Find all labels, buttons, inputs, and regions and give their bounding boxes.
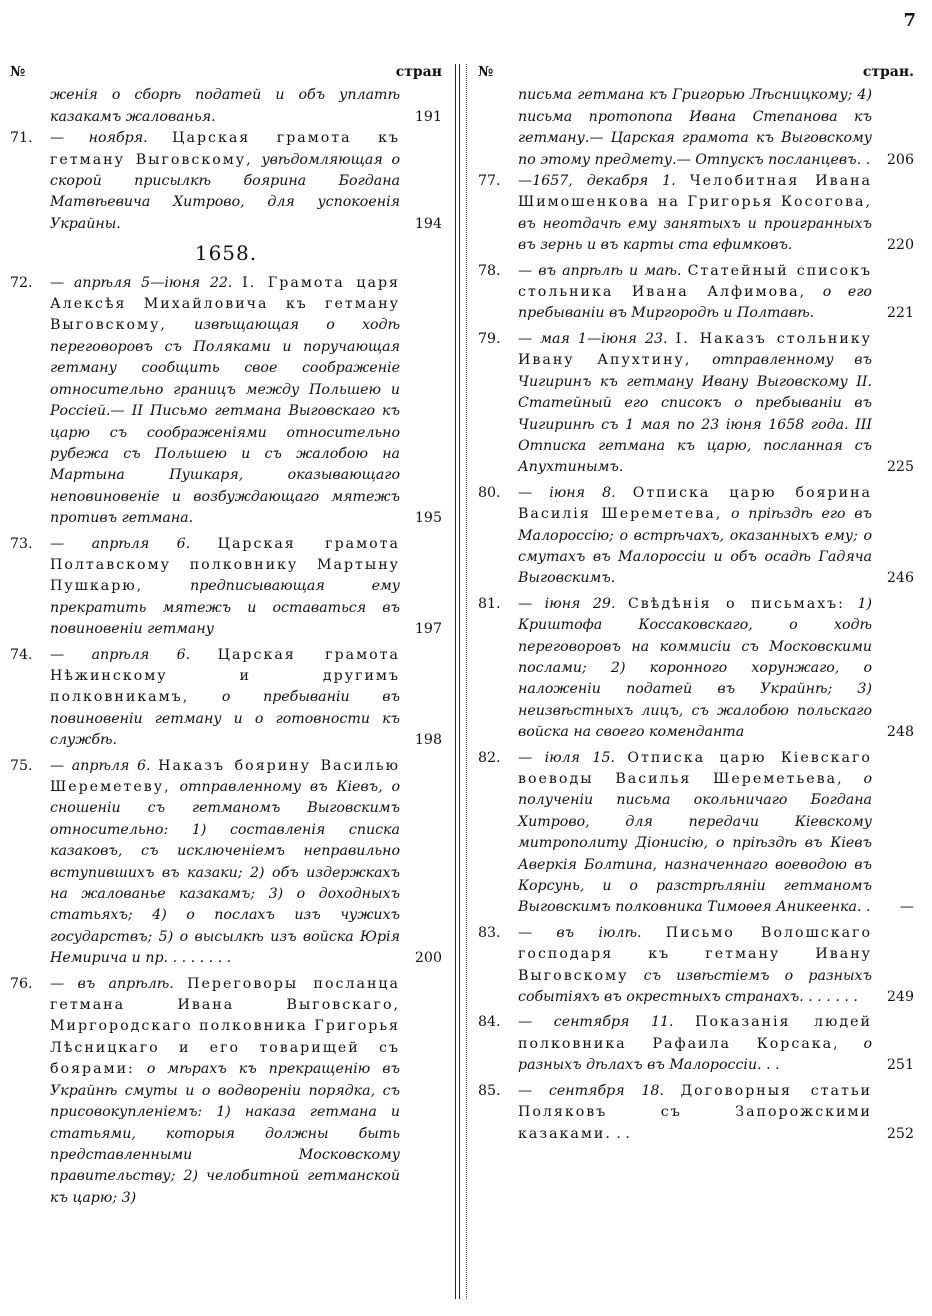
entry-page: 246 [886, 570, 914, 587]
entry-description: съ извѣстіемъ о разныхъ событіяхъ въ окрестныхъ странахъ. . . . . . . [518, 967, 872, 1006]
toc-entry [10, 273, 442, 530]
entry-date: — іюня 29. [518, 595, 616, 612]
entry-date: — апрѣля 5—іюня 22. [50, 274, 233, 291]
entry-number: 80. [478, 484, 501, 501]
entry-description: о пріѣздѣ его въ Малороссію; о встрѣчахъ, оказанныхъ ему; о смутахъ въ Малороссіи и объ осадѣ Гадяча Выговскимъ. [518, 506, 873, 587]
right-continuation-text: письма гетмана къ Григорью Лѣсницкому; 4) письма протопопа Ивана Степанова къ гетману.— Царская грамота къ Выговскому по этому предмету.— Отпускъ посланцевъ. . [518, 87, 872, 168]
entry-date: — іюня 8. [518, 484, 616, 501]
entry-page: 220 [886, 237, 914, 254]
entry-text [518, 923, 878, 1009]
toc-entry [10, 534, 442, 641]
toc-entry [478, 261, 914, 325]
entry-number: 78. [478, 262, 501, 279]
entry-date: — апрѣля 6. [50, 757, 151, 774]
entry-date: — апрѣля 6. [50, 535, 191, 552]
left-column-header [10, 62, 442, 83]
entry-number: 74. [10, 646, 33, 663]
entry-description: увѣдомляющая о скорой присылкѣ боярина Богдана Матвѣевича Хитрово, для успокоенія Украйны. [50, 151, 401, 232]
entry-number: 73. [10, 535, 33, 552]
entry-text [518, 329, 878, 479]
toc-entry [478, 483, 914, 590]
entry-description: о полученіи письма окольничаго Богдана Хитрово, для передачи Кіевскому митрополиту Діонисію, о пріѣздѣ въ Кіевъ Аверкія Болтина, назначеннаго воеводою въ Корсунь, и о разстрѣляніи гетманомъ Выговскимъ полковника Тимоѳея Аникеенка. . [518, 771, 872, 916]
entry-text [518, 261, 878, 325]
entry-page: 195 [414, 510, 442, 527]
entry-title: I. Наказъ стольнику Ивану Апухтину, [518, 330, 872, 369]
entry-title: Переговоры посланца гетмана Ивана Выговскаго, Миргородскаго полковника Григорья Лѣсницкаго и его товарищей съ боярами: [50, 975, 400, 1078]
entry-title: Письмо Волошскаго господаря къ гетману Ивану Выговскому [518, 924, 873, 984]
right-header-num: № [478, 64, 494, 80]
entry-date: — въ апрѣлѣ. [50, 975, 174, 992]
entry-date: — въ апрѣлѣ и маѣ. [518, 262, 682, 279]
entry-number: 75. [10, 757, 33, 774]
entry-description: отправленному въ Кіевъ, о сношеніи съ гетманомъ Выговскимъ относительно: 1) составленія списка казаковъ, съ исключеніемъ неправильно вступившихъ въ казаки; 2) объ издержкахъ на жалованье казакамъ; 3) о доходныхъ статьяхъ; 4) о послахъ изъ чужихъ государствъ; 5) о высылкѣ изъ войска Юрія Немирича и пр. . . . . . . . [50, 779, 400, 967]
entry-description: отправленному въ Чигиринъ къ гетману Ивану Выговскому II. Статейный его списокъ о пребываніи въ Чигиринѣ съ 1 мая по 23 іюня 1658 года. III Отписка гетмана къ царю, посланная съ Апухтинымъ. [518, 352, 872, 476]
entry-page: 225 [886, 459, 914, 476]
entry-page: 249 [886, 989, 914, 1006]
year-heading: 1658. [194, 241, 258, 266]
entry-number: 79. [478, 330, 501, 347]
entry-date: — въ іюлѣ. [518, 924, 642, 941]
entry-page: 252 [886, 1125, 914, 1142]
entry-title: Показанія людей полковника Рафаила Корсака, [518, 1014, 872, 1052]
entry-title: Отписка царю Кіевскаго воеводы Василья Шереметьева, [518, 749, 872, 787]
entry-page: 194 [414, 215, 442, 232]
entry-title: Челобитная Ивана Шимошенкова на Григорья Косогова, [518, 173, 873, 211]
entry-text [518, 1012, 878, 1076]
entry-text [50, 128, 406, 235]
entry-title: Царская грамота Полтавскому полковнику Мартыну Пушкарю, [50, 535, 400, 595]
entry-page: 200 [414, 950, 442, 967]
column-divider-dotted [466, 64, 467, 1299]
entry-date: — ноября. [50, 130, 148, 147]
entry-description: . . [616, 1125, 630, 1142]
entry-description: о его пребываніи въ Миргородѣ и Полтавѣ. [518, 284, 872, 322]
entry-title: Договорныя статьи Поляковъ съ Запорожскими казаками. [518, 1082, 872, 1142]
left-column [10, 62, 442, 1213]
left-continuation-text: женія о сборѣ податей и объ уплатѣ казакамъ жалованья. [50, 87, 400, 125]
entry-number: 82. [478, 749, 501, 766]
entry-title: I. Грамота царя Алексѣя Михайловича къ гетману Выговскому, [50, 274, 400, 334]
entry-title: Царская грамота къ гетману Выговскому, [50, 130, 401, 168]
entry-title: Наказъ боярину Василью Шереметеву, [50, 757, 400, 795]
entry-number: 81. [478, 595, 501, 612]
entry-date: — сентября 11. [518, 1014, 674, 1031]
right-header-page: стран. [862, 64, 914, 80]
page-number: 7 [903, 10, 916, 31]
entry-description: въ неотдачѣ ему занятыхъ и проигранныхъ въ зернь и въ карты ста ефимковъ. [518, 215, 872, 254]
entry-description: о мѣрахъ къ прекращенію въ Украйнѣ смуты и о водвореніи порядка, съ присовокупленіемъ: 1) наказа гетмана и статьями, которыя должны быть представленными Московскому правительству; 2) челобитной гетманской къ царю; 3) [50, 1061, 400, 1206]
entry-date: — сентября 18. [518, 1082, 664, 1099]
entry-number: 83. [478, 924, 501, 941]
toc-entry [478, 1081, 914, 1145]
left-continuation [50, 85, 442, 128]
entry-title: Свѣдѣнія о письмахъ: [627, 595, 845, 612]
left-continuation-page: 191 [414, 108, 442, 125]
entry-number: 84. [478, 1014, 501, 1031]
toc-entry [10, 128, 442, 235]
entry-page: 198 [414, 732, 442, 749]
entry-title: Статейный списокъ стольника Ивана Алфимова, [518, 262, 872, 301]
toc-entry [478, 594, 914, 744]
toc-entry [478, 923, 914, 1009]
left-header-page: стран [395, 64, 442, 80]
entry-text [50, 534, 406, 641]
entry-date: — мая 1—іюня 23. [518, 330, 668, 347]
entry-description: предписывающая ему прекратить мятежъ и оставаться въ повиновеніи гетману [50, 578, 400, 638]
toc-entry [478, 171, 914, 257]
entry-title: Царская грамота Нѣжинскому и другимъ полковникамъ, [50, 646, 400, 706]
right-column-header [478, 62, 914, 83]
toc-entry [10, 756, 442, 970]
entry-number: 71. [10, 130, 33, 147]
entry-number: 77. [478, 173, 501, 190]
entry-date: —1657, декабря 1. [518, 173, 676, 190]
entry-text [518, 594, 878, 744]
entry-text [50, 756, 406, 970]
entry-page: 197 [414, 621, 442, 638]
entry-page: 251 [886, 1057, 914, 1074]
entry-date: — іюля 15. [518, 749, 615, 766]
toc-entry [478, 329, 914, 479]
entry-page: 221 [886, 305, 914, 322]
entry-number: 85. [478, 1082, 501, 1099]
entry-page: 248 [886, 724, 914, 741]
entry-text [50, 273, 406, 530]
entry-text [518, 171, 878, 257]
toc-entry [10, 974, 442, 1209]
right-continuation [518, 85, 914, 171]
toc-entry [478, 1012, 914, 1076]
entry-description: о пребываніи въ повиновеніи гетману и о готовности къ службѣ. [50, 689, 400, 749]
entry-text [518, 483, 878, 590]
entry-description: извѣщающая о ходѣ переговоровъ съ Поляками и поручающая гетману сообщить свое соображеніе относительно границъ между Польшею и Россіей.— II Письмо гетмана Выговскаго къ царю съ соображеніями относительно рубежа съ Польшею и съ жалобою на Мартына Пушкаря, оказывающаго неповиновеніе и возбуждающаго мятежъ противъ гетмана. [50, 317, 400, 527]
toc-entry [478, 748, 914, 919]
entry-text [518, 748, 878, 919]
entry-text [50, 645, 406, 752]
right-column [478, 62, 914, 1149]
toc-entry [10, 645, 442, 752]
right-continuation-page: 206 [886, 151, 914, 168]
entry-date: — апрѣля 6. [50, 646, 191, 663]
entry-description: 1) Криштофа Коссаковскаго, о ходѣ переговоровъ на коммисіи съ Московскими послами; 2) коронного хорунжаго, о наложеніи податей въ Украйнѣ; 3) неизвѣстныхъ лицъ, съ жалобою польскаго войска на своего коменданта [518, 595, 873, 741]
entry-page: — [899, 899, 914, 916]
column-divider [455, 64, 460, 1299]
entry-number: 72. [10, 274, 33, 291]
entry-description: о разныхъ дѣлахъ въ Малороссіи. . . [518, 1035, 872, 1074]
entry-number: 76. [10, 975, 33, 992]
entry-title: Отписка царю боярина Василія Шереметева, [518, 484, 873, 523]
entry-text [518, 1081, 878, 1145]
entry-text [50, 974, 406, 1209]
left-header-num: № [10, 64, 26, 80]
